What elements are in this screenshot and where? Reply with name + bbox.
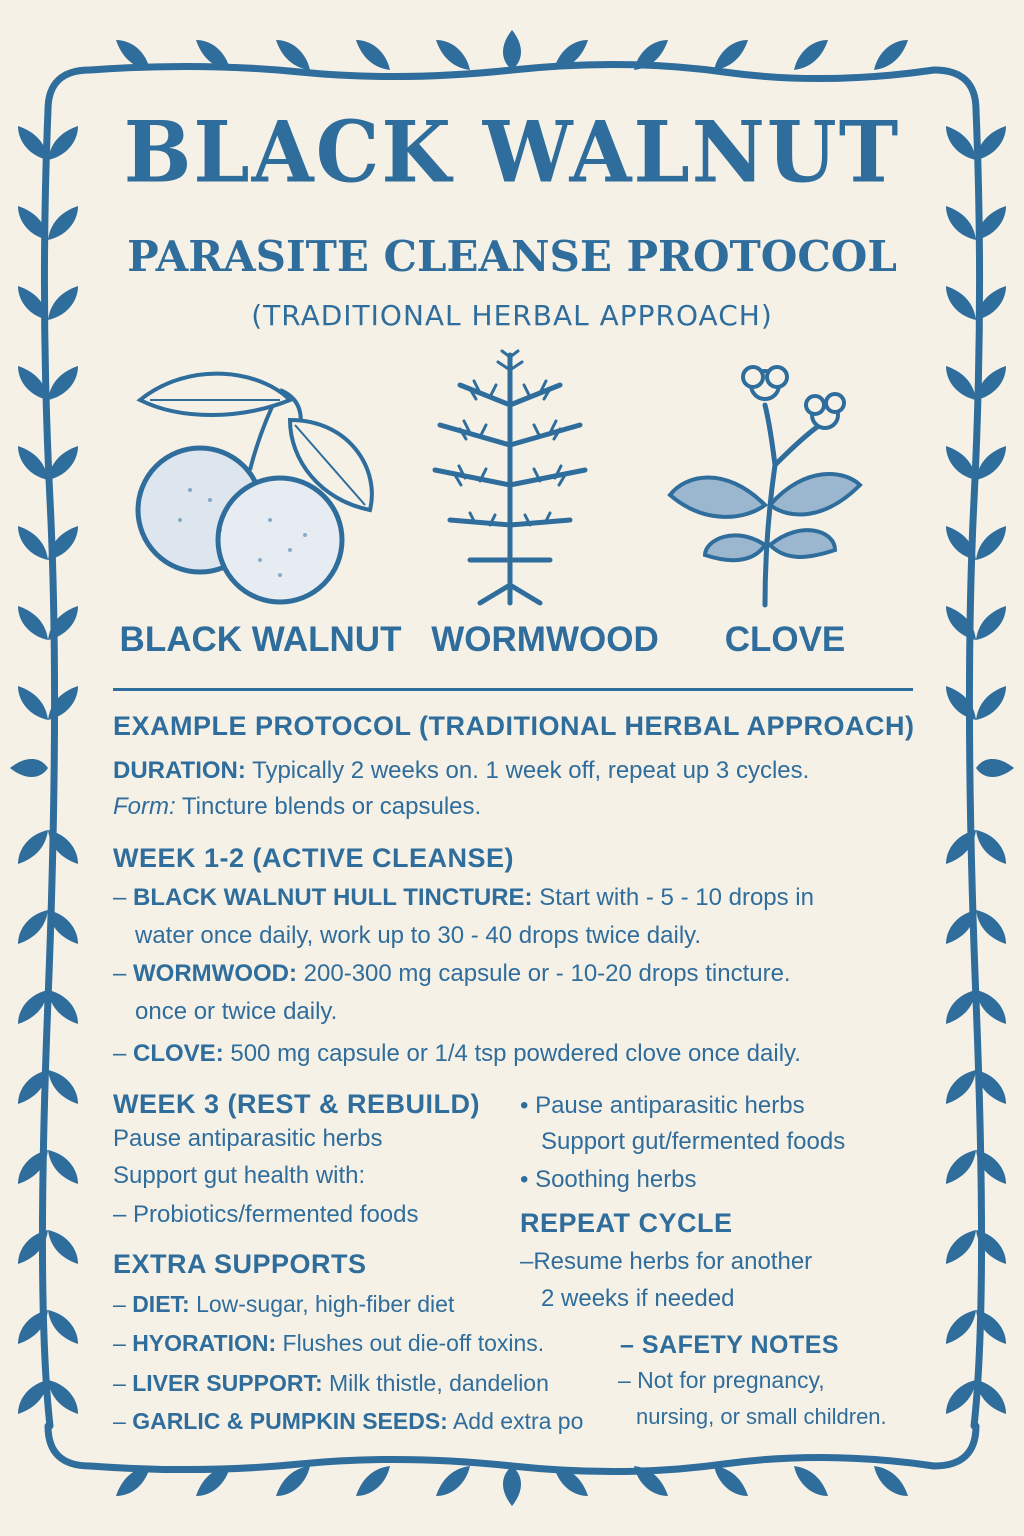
bullet-pause-cont: Support gut/fermented foods (541, 1128, 846, 1155)
bullet-soothing: • Soothing herbs (520, 1166, 697, 1193)
safety-heading: – SAFETY NOTES (620, 1331, 840, 1359)
page-subsubtitle: (TRADITIONAL HERBAL APPROACH) (251, 299, 773, 332)
herb-label-clove: CLOVE (724, 620, 846, 659)
protocol-heading: EXAMPLE PROTOCOL (TRADITIONAL HERBAL APPROACH) (113, 711, 915, 741)
week12-item-wormwood-cont: once or twice daily. (135, 998, 338, 1025)
extra-heading: EXTRA SUPPORTS (113, 1249, 367, 1279)
week12-item-clove: – CLOVE: 500 mg capsule or 1/4 tsp powdered clove once daily. (113, 1040, 801, 1067)
safety-line1: – Not for pregnancy, (618, 1367, 825, 1393)
extra-item-garlic: – GARLIC & PUMPKIN SEEDS: Add extra po (113, 1408, 584, 1434)
week3-line2: Support gut health with: (113, 1162, 366, 1189)
week12-item-wormwood: – WORMWOOD: 200-300 mg capsule or - 10-20 drops tincture. (113, 960, 791, 987)
page-title: BLACK WALNUT (123, 102, 901, 202)
page-subtitle: PARASITE CLEANSE PROTOCOL (127, 232, 897, 281)
section-divider (113, 688, 913, 691)
extra-item-diet: – DIET: Low-sugar, high-fiber diet (113, 1291, 455, 1317)
week3-heading: WEEK 3 (REST & REBUILD) (113, 1089, 481, 1119)
repeat-line2: 2 weeks if needed (541, 1285, 735, 1312)
duration-line: DURATION: Typically 2 weeks on. 1 week off, repeat up 3 cycles. (113, 757, 810, 784)
extra-item-liver: – LIVER SUPPORT: Milk thistle, dandelion (113, 1370, 549, 1396)
week12-item-black-walnut-cont: water once daily, work up to 30 - 40 drops twice daily. (135, 922, 702, 949)
wormwood-icon (420, 345, 600, 610)
walnut-icon (130, 360, 390, 610)
herb-label-wormwood: WORMWOOD (431, 620, 659, 659)
form-line: Form: Tincture blends or capsules. (113, 793, 482, 820)
repeat-heading: REPEAT CYCLE (520, 1208, 733, 1238)
clove-icon (665, 355, 865, 610)
repeat-line1: –Resume herbs for another (520, 1248, 813, 1275)
week12-heading: WEEK 1-2 (ACTIVE CLEANSE) (113, 843, 515, 873)
week3-line3: – Probiotics/fermented foods (113, 1201, 419, 1228)
week3-line1: Pause antiparasitic herbs (113, 1125, 383, 1152)
week12-item-black-walnut: – BLACK WALNUT HULL TINCTURE: Start with - 5 - 10 drops in (113, 884, 814, 911)
bullet-pause: • Pause antiparasitic herbs (520, 1092, 805, 1119)
extra-item-hydration: – HYORATION: Flushes out die-off toxins. (113, 1330, 545, 1356)
safety-line2: nursing, or small children. (636, 1404, 887, 1429)
herb-label-black-walnut: BLACK WALNUT (119, 620, 402, 659)
